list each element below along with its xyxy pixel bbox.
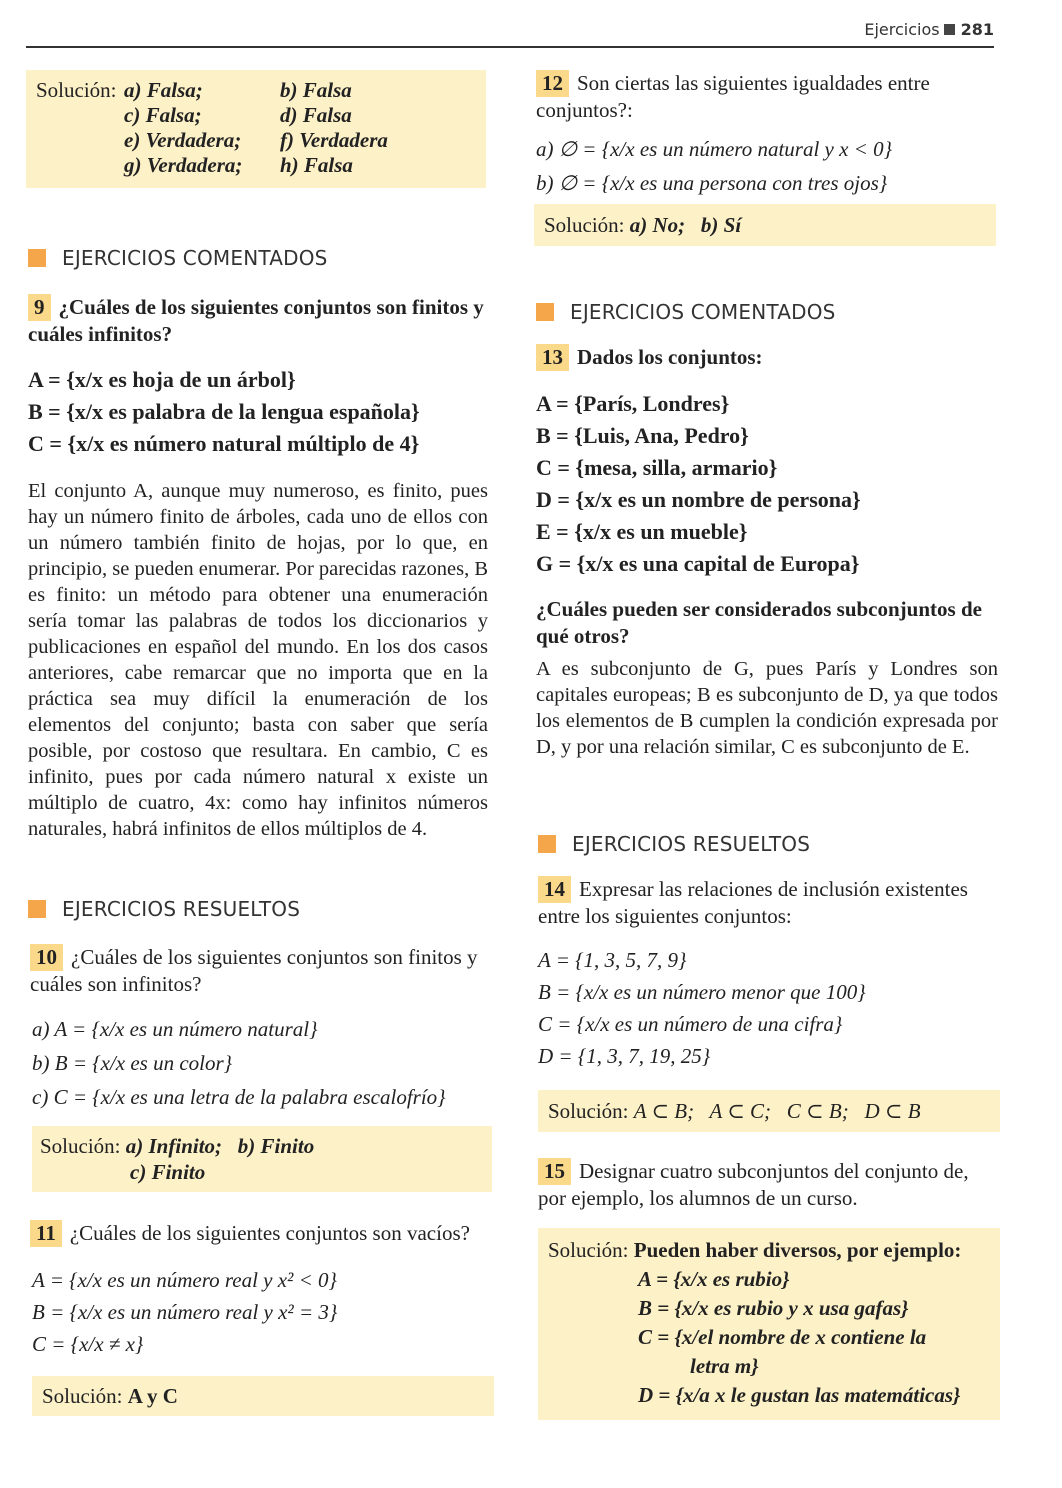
set-definition: C = {mesa, silla, armario}	[536, 455, 778, 480]
set-definition: A = {x/x es un número real y x² < 0}	[32, 1268, 337, 1292]
solution-label: Solución:	[544, 213, 625, 237]
exercise-10-question: 10 ¿Cuáles de los siguientes conjuntos son finitos y cuáles son infinitos?	[30, 945, 478, 996]
exercise-15-solution	[538, 1228, 1000, 1420]
header-rule	[26, 46, 994, 48]
set-definition: B = {x/x es palabra de la lengua española}	[28, 399, 420, 424]
set-definition: A = {1, 3, 5, 7, 9}	[538, 948, 687, 972]
set-definition: G = {x/x es una capital de Europa}	[536, 551, 860, 576]
exercise-number-12: 12	[536, 70, 569, 97]
solution-set: letra m}	[690, 1354, 759, 1378]
solution-item: a) Falsa;	[124, 78, 203, 102]
solution-text: A ⊂ B; A ⊂ C; C ⊂ B; D ⊂ B	[633, 1099, 921, 1123]
set-definition: B = {x/x es un número real y x² = 3}	[32, 1300, 338, 1324]
solution-item: f) Verdadera	[280, 128, 388, 152]
orange-square-icon	[538, 835, 556, 853]
exercise-9-answer: El conjunto A, aunque muy numeroso, es finito, pues hay un número finito de árboles, cada uno de ellos con un número también finito de hojas, por lo que, en principio, se pueden enumerar. Por parecidas razones, B es finito: un método para obtener una enumeración sería tomar las palabras de todos los diccionarios y publicaciones en español del mundo. En los dos casos anteriores, cabe remarcar que no importa que en la práctica sea muy difícil la enumeración de los elementos del conjunto; basta con saber que sería posible, por costoso que resultara. En cambio, C es infinito, pues por cada número natural x existe un múltiplo de cuatro, 4x: como hay infinitos números naturales, habrá infinitos de ellos múltiplos de 4.	[28, 480, 488, 840]
section-heading-comentados: EJERCICIOS COMENTADOS	[28, 246, 328, 270]
solution-box-previous	[26, 70, 486, 188]
orange-square-icon	[536, 303, 554, 321]
solution-text: A y C	[127, 1384, 178, 1408]
solution-set: D = {x/a x le gustan las matemáticas}	[638, 1383, 961, 1407]
section-heading-resueltos: EJERCICIOS RESUELTOS	[28, 897, 300, 921]
exercise-13-sets	[536, 388, 998, 580]
set-definition: C = {x/x es un número de una cifra}	[538, 1012, 843, 1036]
solution-text: a) Infinito; b) Finito	[125, 1134, 315, 1158]
set-definition: c) C = {x/x es una letra de la palabra escalofrío}	[32, 1085, 446, 1109]
set-definition: a) ∅ = {x/x es un número natural y x < 0}	[536, 137, 893, 161]
solution-set: B = {x/x es rubio y x usa gafas}	[638, 1296, 909, 1320]
set-definition: D = {1, 3, 7, 19, 25}	[538, 1044, 711, 1068]
orange-square-icon	[28, 249, 46, 267]
section-heading-comentados: EJERCICIOS COMENTADOS	[536, 300, 836, 324]
set-definition: A = {París, Londres}	[536, 391, 730, 416]
exercise-number-9: 9	[28, 294, 51, 321]
set-definition: a) A = {x/x es un número natural}	[32, 1017, 318, 1041]
exercise-13-subquestion: ¿Cuáles pueden ser considerados subconjuntos de qué otros?	[536, 597, 982, 648]
exercise-11-question: 11 ¿Cuáles de los siguientes conjuntos son vacíos?	[30, 1220, 500, 1247]
solution-label: Solución:	[548, 1099, 629, 1123]
set-definition: B = {Luis, Ana, Pedro}	[536, 423, 749, 448]
solution-table	[36, 78, 388, 178]
set-definition: b) B = {x/x es un color}	[32, 1051, 233, 1075]
solution-text: c) Finito	[130, 1160, 206, 1184]
exercise-10-items	[32, 1012, 492, 1114]
exercise-13-question: 13 Dados los conjuntos:	[536, 344, 998, 371]
set-definition: B = {x/x es un número menor que 100}	[538, 980, 866, 1004]
page-number: 281	[960, 20, 994, 39]
exercise-number-15: 15	[538, 1158, 571, 1185]
exercise-11-items	[32, 1264, 492, 1360]
solution-item: e) Verdadera;	[124, 128, 242, 152]
square-bullet-icon	[944, 24, 955, 35]
solution-text: Pueden haber diversos, por ejemplo:	[633, 1238, 962, 1262]
running-header	[864, 20, 994, 39]
solution-item: h) Falsa	[280, 153, 353, 177]
set-definition: D = {x/x es un nombre de persona}	[536, 487, 861, 512]
exercise-12-question: 12 Son ciertas las siguientes igualdades entre conjuntos?:	[536, 71, 930, 122]
exercise-12-items	[536, 132, 998, 200]
exercise-number-14: 14	[538, 876, 571, 903]
solution-item: c) Falsa;	[124, 103, 202, 127]
set-definition: b) ∅ = {x/x es una persona con tres ojos}	[536, 171, 888, 195]
solution-item: g) Verdadera;	[124, 153, 243, 177]
set-definition: E = {x/x es un mueble}	[536, 519, 748, 544]
exercise-number-10: 10	[30, 944, 63, 971]
orange-square-icon	[28, 900, 46, 918]
exercise-10-solution	[32, 1126, 492, 1192]
solution-label: Solución:	[548, 1238, 629, 1262]
exercise-number-13: 13	[536, 344, 569, 371]
exercise-14-sets	[538, 944, 998, 1072]
solution-label: Solución:	[42, 1384, 123, 1408]
solution-set: A = {x/x es rubio}	[638, 1267, 790, 1291]
set-definition: C = {x/x es número natural múltiplo de 4}	[28, 431, 420, 456]
exercise-number-11: 11	[30, 1220, 62, 1247]
exercise-15-question: 15 Designar cuatro subconjuntos del conjunto de, por ejemplo, los alumnos de un curso.	[538, 1159, 969, 1210]
exercise-13-answer: A es subconjunto de G, pues París y Londres son capitales europeas; B es subconjunto de D, ya que todos los elementos de B cumplen la condición expresada por D, y por una relación similar, C es subconjunto de E.	[536, 658, 998, 758]
solution-label: Solución:	[40, 1134, 121, 1158]
exercise-11-solution	[32, 1376, 494, 1416]
solution-set: C = {x/el nombre de x contiene la	[638, 1325, 927, 1349]
exercise-14-question: 14 Expresar las relaciones de inclusión existentes entre los siguientes conjuntos:	[538, 877, 968, 928]
solution-item: b) Falsa	[280, 78, 352, 102]
solution-text: a) No; b) Sí	[629, 213, 742, 237]
set-definition: A = {x/x es hoja de un árbol}	[28, 367, 296, 392]
running-header-section: Ejercicios	[864, 20, 940, 39]
exercise-9-sets	[28, 364, 488, 460]
exercise-9-question: 9 ¿Cuáles de los siguientes conjuntos son finitos y cuáles infinitos?	[28, 295, 484, 346]
set-definition: C = {x/x ≠ x}	[32, 1332, 144, 1356]
solution-label: Solución:	[36, 78, 117, 102]
solution-item: d) Falsa	[280, 103, 352, 127]
exercise-12-solution	[534, 204, 996, 246]
section-heading-resueltos: EJERCICIOS RESUELTOS	[538, 832, 810, 856]
exercise-14-solution	[538, 1090, 1000, 1132]
